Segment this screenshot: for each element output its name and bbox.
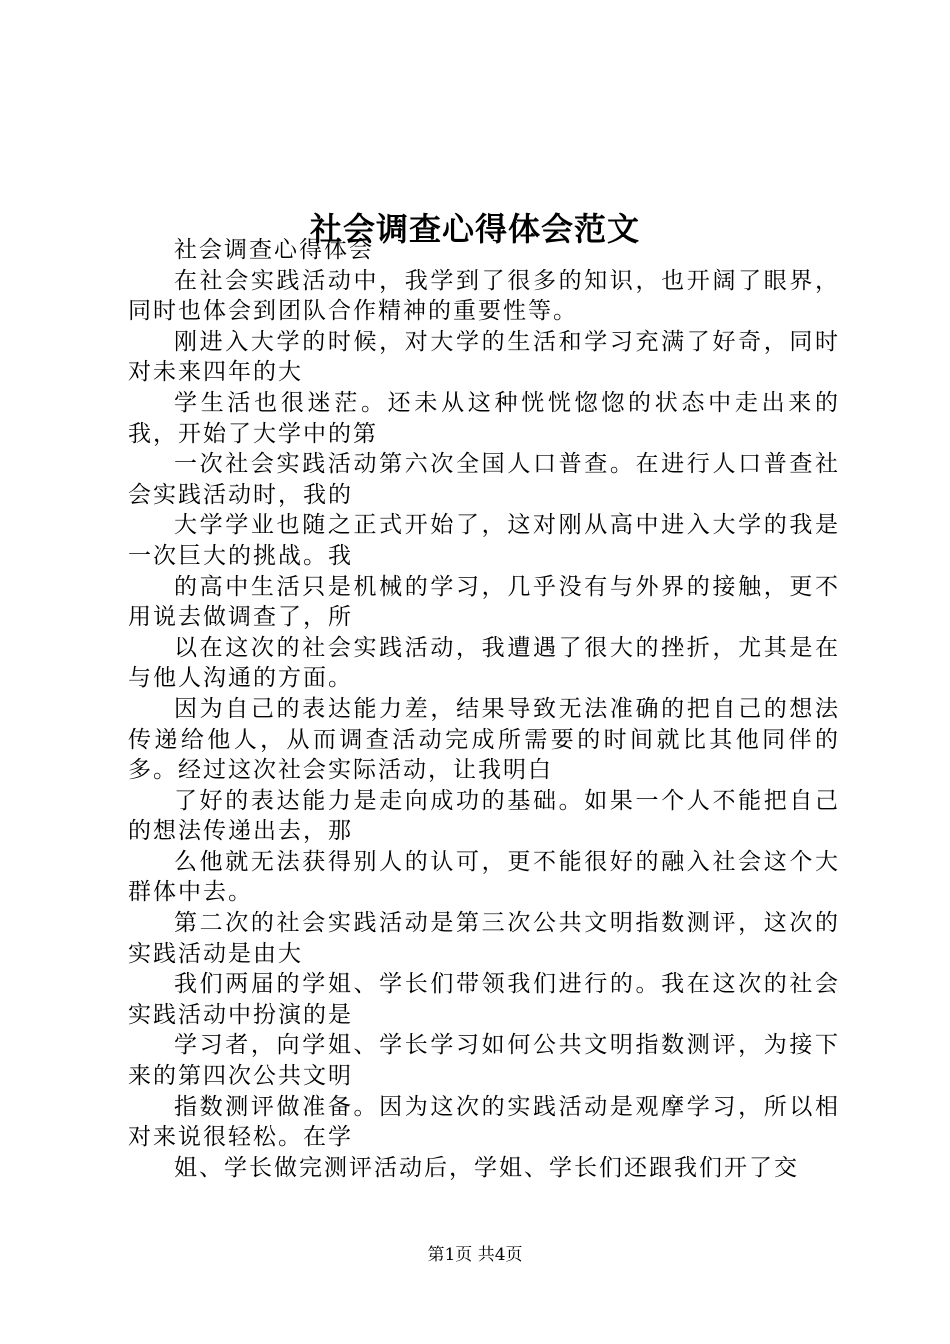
paragraph: 大学学业也随之正式开始了，这对刚从高中进入大学的我是一次巨大的挑战。我: [128, 512, 840, 569]
paragraph: 我们两届的学姐、学长们带领我们进行的。我在这次的社会实践活动中扮演的是: [128, 971, 840, 1028]
paragraph: 第二次的社会实践活动是第三次公共文明指数测评，这次的实践活动是由大: [128, 910, 840, 967]
paragraph: 学生活也很迷茫。还未从这种恍恍惚惚的状态中走出来的我，开始了大学中的第: [128, 389, 840, 447]
paragraph: 的高中生活只是机械的学习，几乎没有与外界的接触，更不用说去做调查了，所: [128, 573, 840, 631]
paragraph: 因为自己的表达能力差，结果导致无法准确的把自己的想法传递给他人，从而调查活动完成所需要的时间就比其他同伴的多。经过这次社会实际活动，让我明白: [128, 695, 840, 784]
document-body: [128, 235, 840, 1183]
paragraph: 么他就无法获得别人的认可，更不能很好的融入社会这个大群体中去。: [128, 848, 840, 906]
paragraph: 姐、学长做完测评活动后，学姐、学长们还跟我们开了交: [174, 1154, 799, 1181]
paragraph: 社会调查心得体会: [174, 237, 374, 263]
paragraph: 学习者，向学姐、学长学习如何公共文明指数测评，为接下来的第四次公共文明: [128, 1032, 840, 1090]
paragraph: 一次社会实践活动第六次全国人口普查。在进行人口普查社会实践活动时，我的: [128, 451, 840, 508]
page-footer: 第1页 共4页: [427, 1245, 523, 1265]
document-title: 社会调查心得体会范文: [309, 210, 640, 249]
paragraph: 指数测评做准备。因为这次的实践活动是观摩学习，所以相对来说很轻松。在学: [128, 1093, 840, 1151]
paragraph: 以在这次的社会实践活动，我遭遇了很大的挫折，尤其是在与他人沟通的方面。: [128, 634, 840, 692]
paragraph: 刚进入大学的时候，对大学的生活和学习充满了好奇，同时对未来四年的大: [128, 328, 840, 386]
paragraph: 在社会实践活动中，我学到了很多的知识，也开阔了眼界，同时也体会到团队合作精神的重要性等。: [128, 267, 840, 325]
paragraph: 了好的表达能力是走向成功的基础。如果一个人不能把自己的想法传递出去，那: [128, 787, 840, 845]
